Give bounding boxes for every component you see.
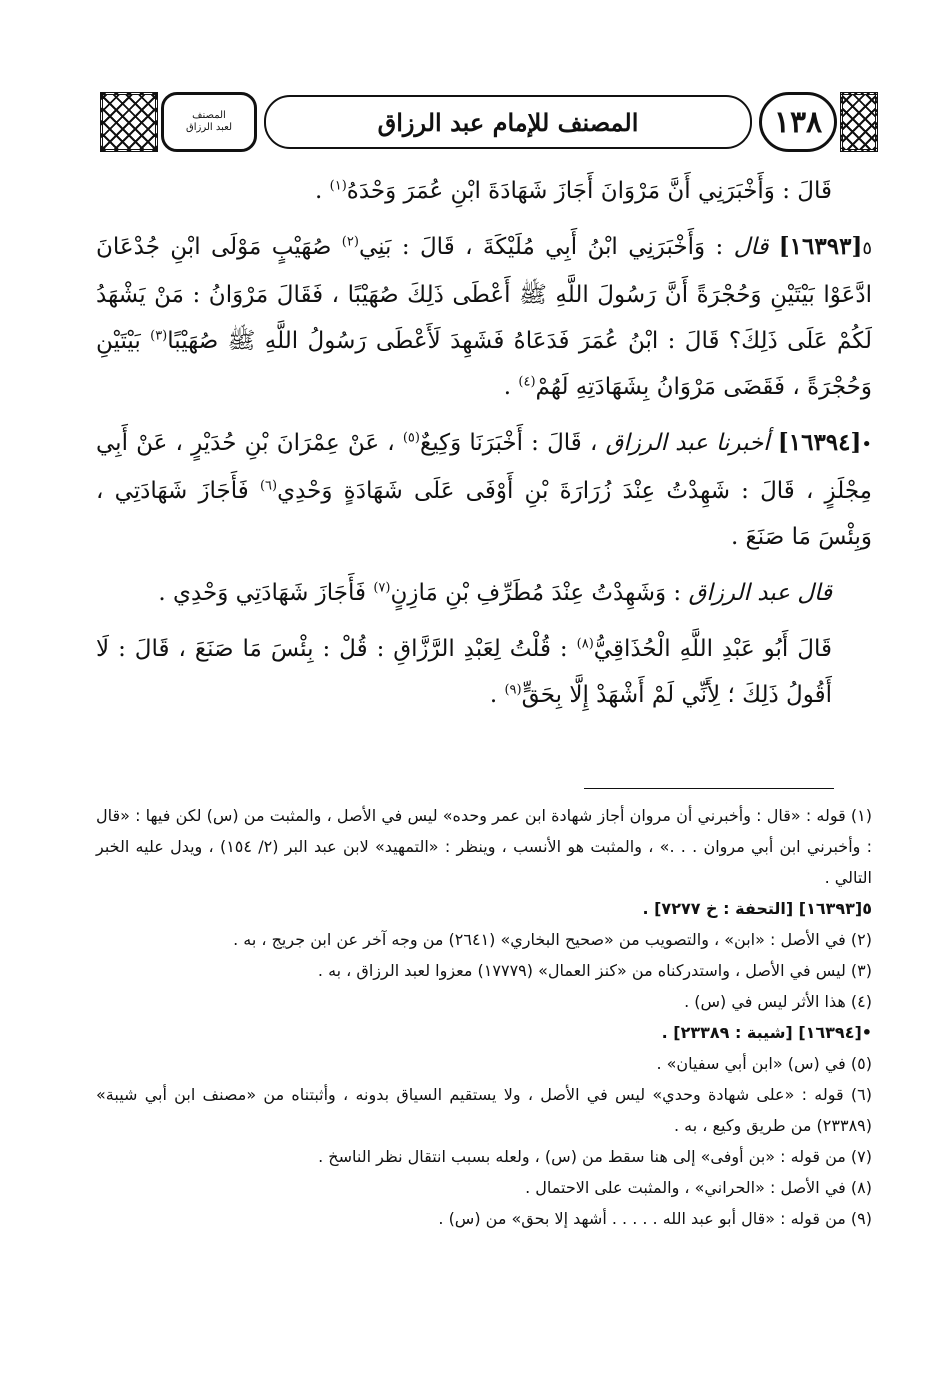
footnote-8: (٨) في الأصل : «الحراني» ، والمثبت على الاحتمال . bbox=[525, 1178, 872, 1197]
text: بَيْتَيْنِ وَحُجْرَةً ، فَقَضَى مَرْوَانُ بِشَهَادَتِهِ لَهُمْ bbox=[96, 328, 872, 400]
footnote-ref-6[interactable]: (٦) bbox=[259, 478, 278, 494]
footnote-4: (٤) هذا الأثر ليس في (س) . bbox=[684, 992, 872, 1011]
book-title: المصنف للإمام عبد الرزاق bbox=[264, 95, 752, 149]
paragraph-0 bbox=[96, 168, 872, 214]
source-16393: ٥[١٦٣٩٣] [التحفة : خ ٧٢٧٧] . bbox=[642, 899, 872, 918]
book-logo bbox=[161, 92, 257, 152]
footnote-ref-3[interactable]: (٣) bbox=[150, 328, 168, 344]
footnotes bbox=[96, 800, 872, 1234]
footnote-ref-7[interactable]: (٧) bbox=[373, 580, 391, 596]
page-number: ١٣٨ bbox=[759, 92, 837, 152]
footnote-ref-8[interactable]: (٨) bbox=[576, 636, 594, 652]
footnote-7: (٧) من قوله : «بن أوفى» إلى هنا سقط من (س) ، ولعله بسبب انتقال نظر الناسخ . bbox=[318, 1147, 872, 1166]
footnote-ref-4[interactable]: (٤) bbox=[518, 374, 536, 390]
text: فَأَجَازَ شَهَادَتِي وَحْدِي . bbox=[158, 580, 374, 606]
footnote-5: (٥) في (س) «ابن أبي سفيان» . bbox=[656, 1054, 872, 1073]
page-header bbox=[100, 88, 878, 156]
hadith-16394 bbox=[96, 420, 872, 560]
akhbarana-label: أخبرنا عبد الرزاق bbox=[605, 430, 770, 456]
text: : وَشَهِدْتُ عِنْدَ مُطَرِّفِ بْنِ مَازِنٍ bbox=[390, 580, 689, 606]
footnote-1: (١) قوله : «قال : وأخبرني أن مروان أجاز شهادة ابن عمر وحده» ليس في الأصل ، والمثبت من (س) لكن فيها : «قال : وأخبرني ابن أبي مروان . . .» ، والمثبت هو الأنسب ، وينظر : «التمهيد» لابن عبد البر (٢/ ١٥٤) ، ويدل عليه الخبر التالي . bbox=[96, 806, 873, 887]
text: . bbox=[503, 374, 519, 400]
footnote-ref-5[interactable]: (٥) bbox=[402, 430, 420, 446]
text: قَالَ أَبُو عَبْدِ اللَّهِ الْحُذَاقِيُّ bbox=[593, 636, 832, 662]
text: صُهَيْبٍ مَوْلَى ابْنِ جُدْعَانَ ادَّعَوْا بَيْتَيْنِ وَحُجْرَةً أَنَّ رَسُولَ اللَّهِ ﷺ أَعْطَى ذَلِكَ صُهَيْبًا ، فَقَالَ مَرْوَانُ : مَنْ يَشْهَدُ لَكُمْ عَلَى ذَلِكَ؟ قَالَ : ابْنُ عُمَرَ فَدَعَاهُ فَشَهِدَ لَأَعْطَى رَسُولُ اللَّهِ ﷺ صُهَيْبًا bbox=[96, 234, 872, 354]
footnote-ref-1[interactable]: (١) bbox=[329, 178, 347, 194]
hadith-marker: • bbox=[861, 434, 873, 455]
text: . bbox=[489, 682, 505, 708]
footnote-ref-2[interactable]: (٢) bbox=[341, 234, 359, 250]
qala-label: قال bbox=[733, 234, 769, 260]
hadith-marker: ٥ bbox=[862, 238, 872, 259]
logo-line-2: لعبد الرزاق bbox=[185, 122, 233, 133]
hadith-number: [١٦٣٩٣] bbox=[778, 233, 863, 260]
text: : قُلْتُ لِعَبْدِ الرَّزَّاقِ : قُلْ : بِئْسَ مَا صَنَعَ ، قَالَ : لَا أَقُولُ ذَلِكَ ؛ لِأَنِّي لَمْ أَشْهَدْ إِلَّا بِحَقٍّ bbox=[96, 636, 832, 708]
hadith-number: [١٦٣٩٤] bbox=[777, 429, 862, 456]
text: فَأَجَازَ شَهَادَتِي ، وَبِئْسَ مَا صَنَعَ . bbox=[96, 478, 872, 550]
text: ، عَنْ عِمْرَانَ بْنِ حُدَيْرٍ ، عَنْ أَبِي مِجْلَزٍ ، قَالَ : شَهِدْتُ عِنْدَ زُرَارَةَ بْنِ أَوْفَى عَلَى شَهَادَةٍ وَحْدِي bbox=[96, 430, 873, 504]
paragraph-4 bbox=[96, 626, 872, 718]
text: : وَأَخْبَرَنِي ابْنُ أَبِي مُلَيْكَةَ ، قَالَ : بَنِي bbox=[358, 234, 734, 260]
text: ، قَالَ : أَخْبَرَنَا وَكِيعٌ bbox=[419, 430, 606, 456]
footnote-ref-9[interactable]: (٩) bbox=[504, 682, 522, 698]
main-text bbox=[96, 168, 872, 718]
source-16394: •[١٦٣٩٤] [شيبة : ٢٣٣٨٩] . bbox=[661, 1023, 872, 1042]
footnote-3: (٣) ليس في الأصل ، واستدركناه من «كنز العمال» (١٧٧٧٩) معزوا لعبد الرزاق ، به . bbox=[317, 961, 872, 980]
text: . bbox=[315, 178, 330, 204]
paragraph-3 bbox=[96, 570, 872, 616]
footnote-divider bbox=[584, 788, 834, 789]
footnote-6: (٦) قوله : «على شهادة وحدي» ليس في الأصل ، ولا يستقيم السياق بدونه ، وأثبتناه من «مصنف ابن أبي شيبة» (٢٣٣٨٩) من طريق وكيع ، به . bbox=[96, 1085, 872, 1135]
footnote-9: (٩) من قوله : «قال أبو عبد الله . . . . . أشهد إلا بحق» من (س) . bbox=[438, 1209, 872, 1228]
ornament-right bbox=[840, 92, 878, 152]
qala-label: قال عبد الرزاق bbox=[688, 580, 832, 606]
hadith-16393 bbox=[96, 224, 872, 410]
text: قَالَ : وَأَخْبَرَنِي أَنَّ مَرْوَانَ أَجَازَ شَهَادَةَ ابْنِ عُمَرَ وَحْدَهُ bbox=[346, 178, 832, 204]
ornament-left bbox=[100, 92, 158, 152]
footnote-2: (٢) في الأصل : «ابن» ، والتصويب من «صحيح البخاري» (٢٦٤١) من وجه آخر عن ابن جريج ، به . bbox=[233, 930, 872, 949]
logo-line-1: المصنف bbox=[192, 110, 226, 121]
